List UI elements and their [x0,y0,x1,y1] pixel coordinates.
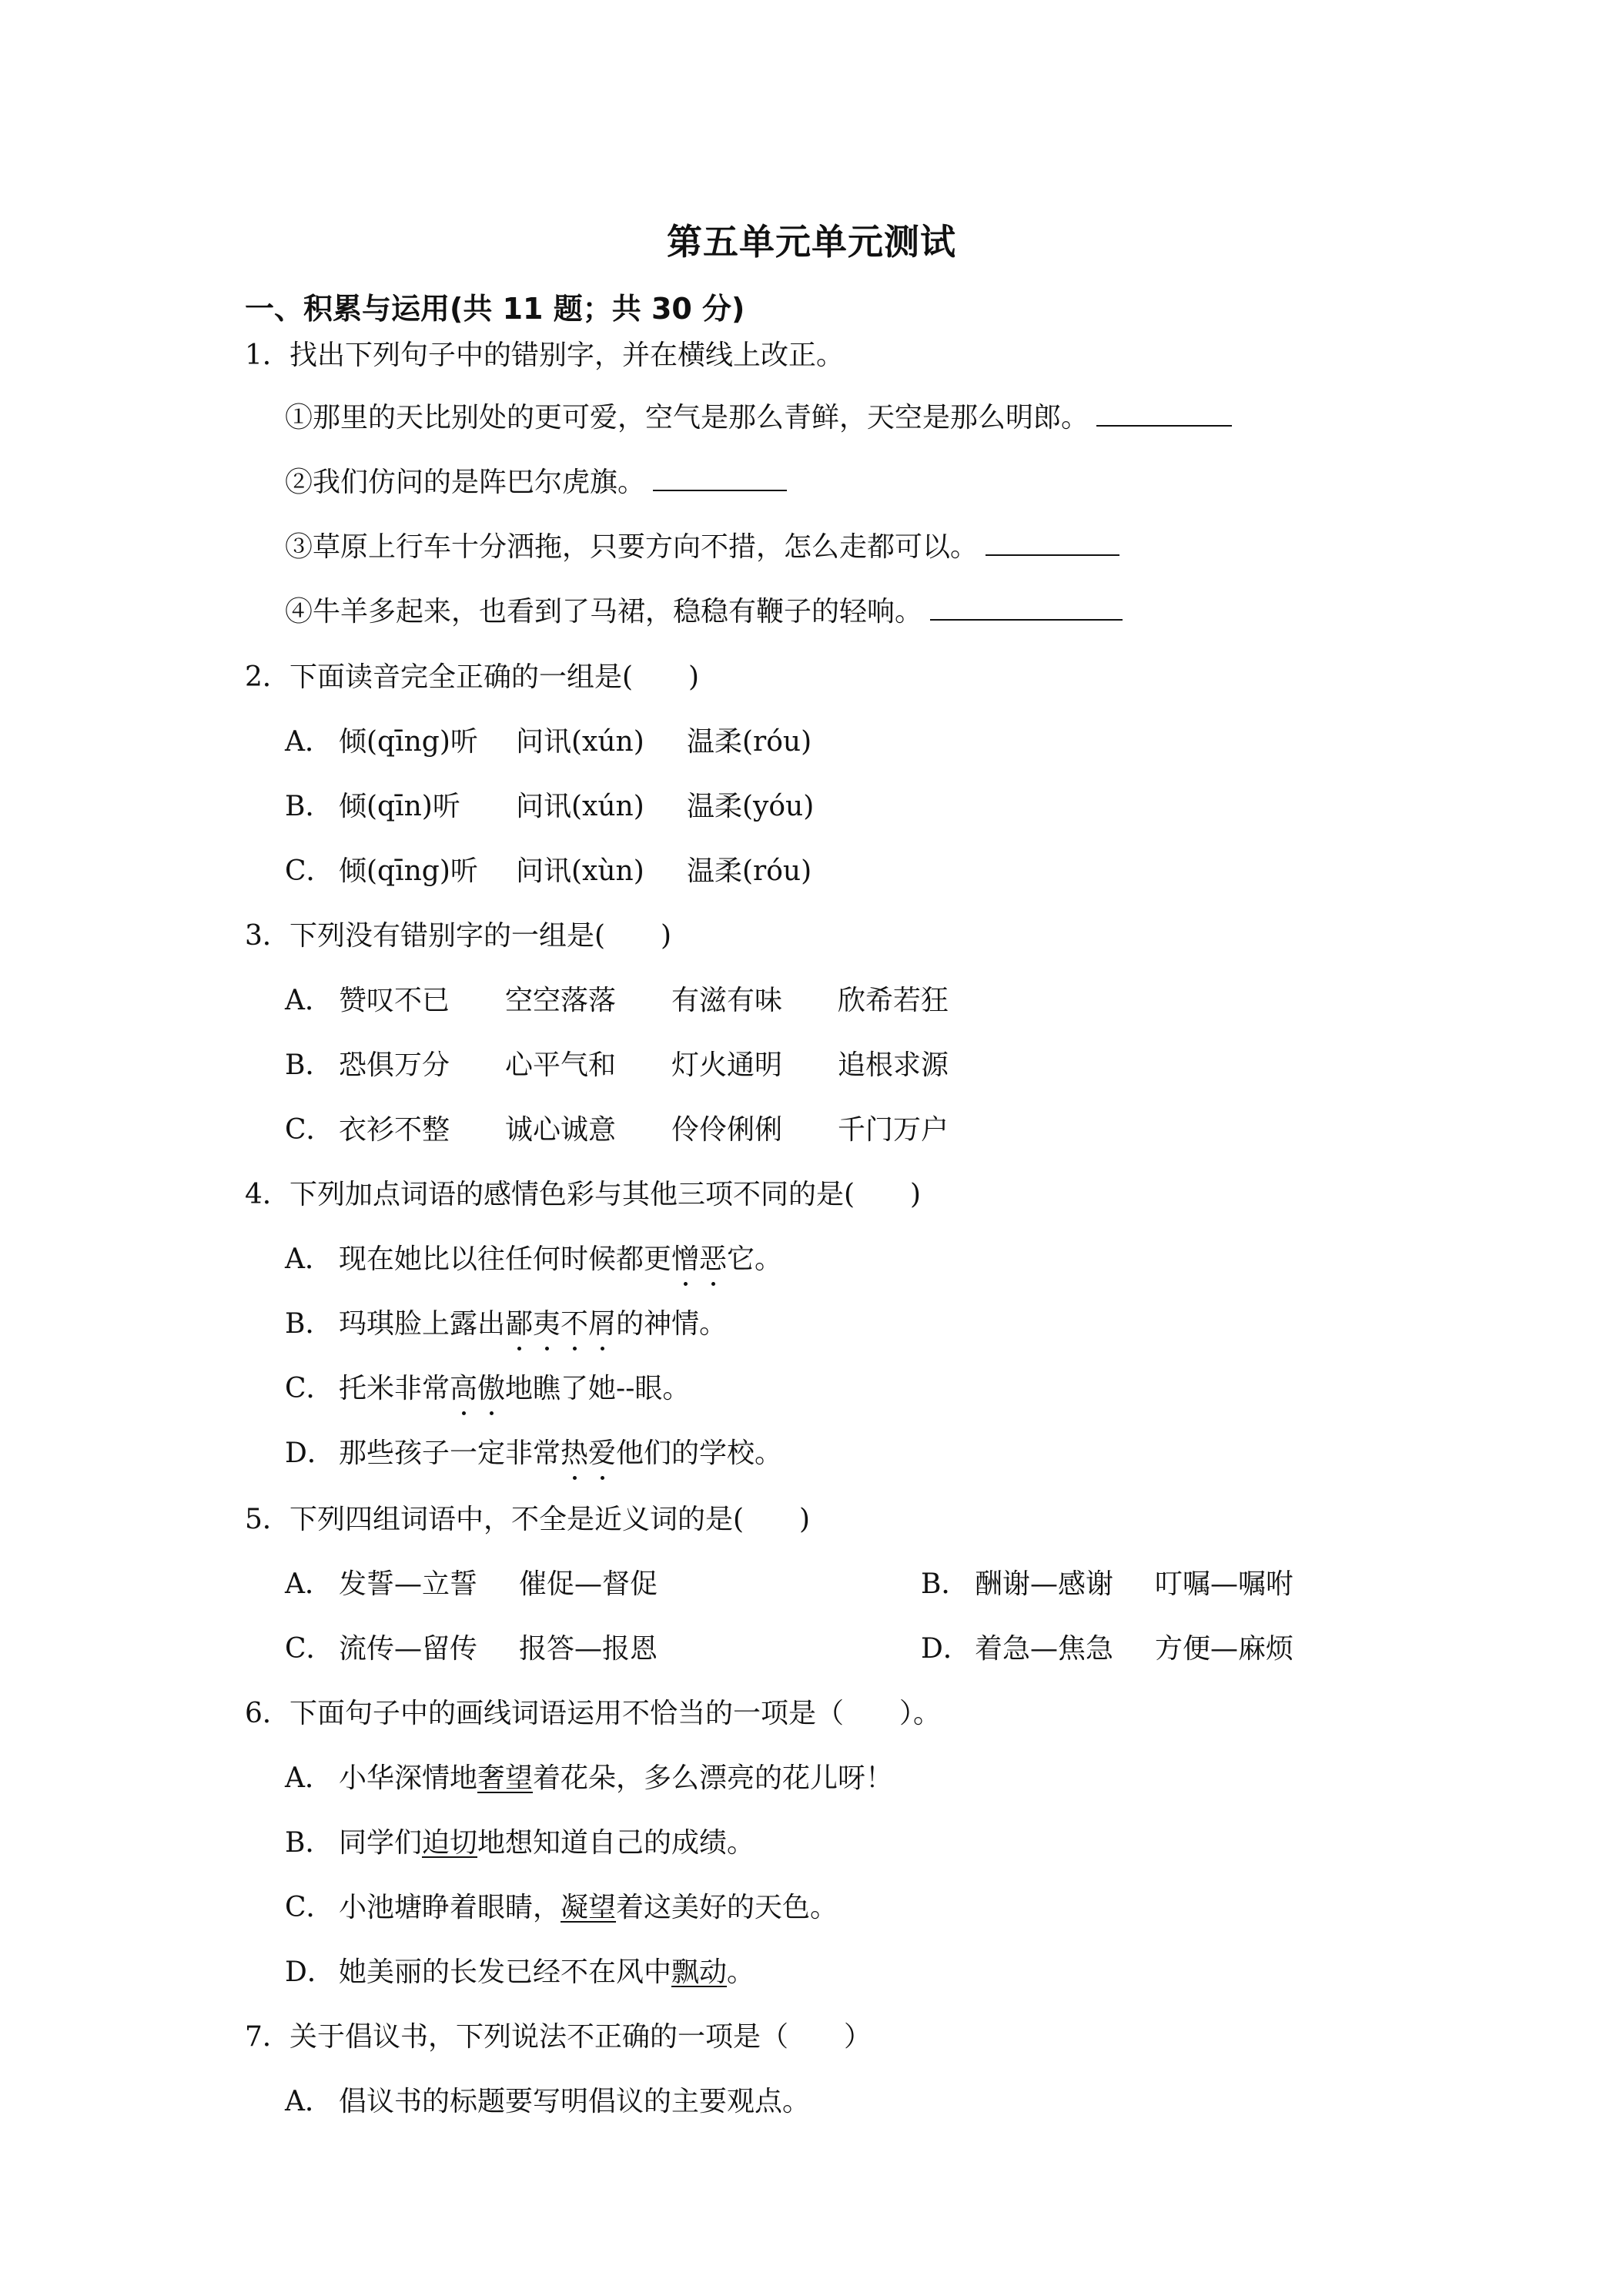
option-label: C． [285,1633,334,1665]
dotted-word [671,1243,727,1275]
option-item: 温柔(róu) [687,726,812,758]
option-label: A． [285,1762,333,1794]
item-text: ④牛羊多起来，也看到了马裙，稳稳有鞭子的轻响。 [285,596,923,628]
q5-option-a[interactable] [285,1566,658,1603]
option-label: B． [285,1049,333,1081]
option-item: 问讯(xùn) [516,855,644,887]
question-3 [245,918,671,955]
option-item: 报答—报恩 [519,1633,658,1665]
option-text: 地瞧了她--眼。 [505,1373,691,1404]
option-item: 着急—焦急 [975,1633,1114,1665]
dotted-word [505,1308,616,1340]
option-item: 伶伶俐俐 [671,1114,783,1146]
q2-option-a[interactable] [285,724,812,761]
option-label: C． [285,1114,334,1146]
option-item: 欣希若狂 [838,985,949,1016]
option-item: 问讯(xún) [516,791,644,822]
q3-option-c[interactable] [285,1112,949,1149]
option-label: C． [285,1892,334,1923]
option-item: 酬谢—感谢 [975,1568,1114,1600]
q1-item-2 [285,464,787,501]
dotted-word [450,1373,505,1404]
answer-blank[interactable] [1096,399,1232,427]
option-label: C． [285,1373,334,1404]
option-text: 现在她比以往任何时候都更 [339,1243,672,1275]
option-item: 叮嘱—嘱咐 [1155,1568,1294,1600]
question-text: 下列加点词语的感情色彩与其他三项不同的是( ) [289,1179,922,1210]
option-item: 灯火通明 [671,1049,783,1081]
dotted-char: 不 [561,1306,588,1343]
item-text: ②我们仿问的是阵巴尔虎旗。 [285,467,646,498]
question-number: 5． [245,1504,290,1535]
option-item: 发誓—立誓 [339,1568,478,1600]
q4-option-b[interactable] [285,1306,727,1343]
option-label: A． [285,1243,333,1275]
question-text: 找出下列句子中的错别字，并在横线上改正。 [289,340,845,371]
answer-blank[interactable] [930,593,1123,621]
item-text: ③草原上行车十分洒拖，只要方向不措，怎么走都可以。 [285,531,979,563]
option-text: 托米非常 [339,1373,450,1404]
q1-item-1 [285,399,1232,437]
q1-item-3 [285,528,1119,566]
option-item: 倾(qīn)听 [339,791,460,822]
dotted-char: 热 [561,1435,588,1472]
option-item: 赞叹不已 [339,985,450,1016]
q4-option-c[interactable] [285,1371,690,1407]
option-label: D． [285,1438,335,1469]
section-heading: 一、积累与运用(共 11 题；共 30 分) [245,292,745,326]
option-label: B． [921,1568,969,1600]
underlined-word: 迫切 [422,1827,478,1859]
question-text: 下列没有错别字的一组是( ) [289,920,672,952]
option-label: B． [285,1308,333,1340]
dotted-char: 夷 [533,1306,561,1343]
q5-option-c[interactable] [285,1631,658,1668]
option-item: 空空落落 [505,985,617,1016]
option-text: 他们的学校。 [616,1438,783,1469]
option-text: 小华深情地 [339,1762,478,1794]
option-item: 问讯(xún) [516,726,644,758]
q4-option-a[interactable] [285,1241,782,1278]
question-6 [245,1695,941,1732]
q6-option-a[interactable] [285,1760,893,1797]
q5-option-b[interactable] [921,1566,1293,1603]
dotted-char: 鄙 [505,1306,533,1343]
question-2 [245,659,699,696]
option-label: A． [285,2086,333,2117]
question-text: 下面句子中的画线词语运用不恰当的一项是（ ）。 [289,1698,942,1729]
option-text: 倡议书的标题要写明倡议的主要观点。 [339,2086,811,2117]
question-5 [245,1501,810,1538]
option-label: A． [285,726,333,758]
option-label: B． [285,1827,333,1859]
dotted-char: 屑 [588,1306,616,1343]
dotted-char: 傲 [477,1371,505,1407]
q5-option-d[interactable] [921,1631,1293,1668]
option-label: C． [285,855,334,887]
q3-option-a[interactable] [285,982,949,1019]
question-number: 1． [245,340,290,371]
underlined-word: 凝望 [561,1892,617,1923]
option-label: B． [285,791,333,822]
q6-option-c[interactable] [285,1889,838,1926]
option-item: 倾(qīng)听 [339,726,478,758]
question-number: 3． [245,920,290,952]
option-item: 诚心诚意 [505,1114,617,1146]
q6-option-b[interactable] [285,1825,755,1862]
dotted-char: 高 [450,1371,477,1407]
option-item: 倾(qīng)听 [339,855,478,887]
option-label: A． [285,1568,333,1600]
option-text: 它。 [727,1243,783,1275]
q4-option-d[interactable] [285,1435,782,1472]
q7-option-a[interactable] [285,2083,810,2120]
option-item: 心平气和 [505,1049,617,1081]
option-item: 恐俱万分 [339,1049,450,1081]
option-item: 温柔(yóu) [687,791,815,822]
q6-option-d[interactable] [285,1954,755,1991]
question-4 [245,1176,921,1213]
option-item: 追根求源 [838,1049,949,1081]
option-item: 有滋有味 [671,985,783,1016]
option-label: D． [921,1633,971,1665]
question-text: 关于倡议书，下列说法不正确的一项是（ ） [289,2021,872,2053]
option-item: 方便—麻烦 [1155,1633,1294,1665]
question-number: 4． [245,1179,290,1210]
option-text: 她美丽的长发已经不在风中 [339,1956,672,1988]
item-text: ①那里的天比别处的更可爱，空气是那么青鲜，天空是那么明郎。 [285,402,1089,433]
option-text: 着花朵，多么漂亮的花儿呀！ [533,1762,894,1794]
option-label: A． [285,985,333,1016]
dotted-char: 憎 [671,1241,699,1278]
q2-option-b[interactable] [285,788,814,825]
underlined-word: 飘动 [671,1956,728,1988]
question-number: 2． [245,661,290,693]
option-label: D． [285,1956,335,1988]
option-text: 小池塘睁着眼睛， [339,1892,561,1923]
option-item: 流传—留传 [339,1633,478,1665]
option-item: 温柔(róu) [687,855,812,887]
question-number: 6． [245,1698,290,1729]
option-text: 。 [727,1956,755,1988]
question-number: 7． [245,2021,290,2053]
dotted-word [561,1438,616,1469]
question-1 [245,337,844,374]
q1-item-4 [285,593,1123,631]
option-text: 地想知道自己的成绩。 [477,1827,755,1859]
question-7 [245,2019,872,2056]
q2-option-c[interactable] [285,853,812,890]
option-item: 千门万户 [838,1114,949,1146]
q3-option-b[interactable] [285,1047,949,1084]
option-text: 着这美好的天色。 [616,1892,838,1923]
dotted-char: 恶 [699,1241,727,1278]
answer-blank[interactable] [653,464,787,491]
dotted-char: 爱 [588,1435,616,1472]
answer-blank[interactable] [986,528,1119,556]
option-item: 催促—督促 [519,1568,658,1600]
underlined-word: 奢望 [477,1762,534,1794]
option-text: 那些孩子一定非常 [339,1438,561,1469]
question-text: 下列四组词语中，不全是近义词的是( ) [289,1504,811,1535]
option-item: 衣衫不整 [339,1114,450,1146]
question-text: 下面读音完全正确的一组是( ) [289,661,700,693]
option-text: 同学们 [339,1827,423,1859]
option-text: 玛琪脸上露出 [339,1308,506,1340]
page-title: 第五单元单元测试 [667,221,956,263]
option-text: 的神情。 [616,1308,728,1340]
